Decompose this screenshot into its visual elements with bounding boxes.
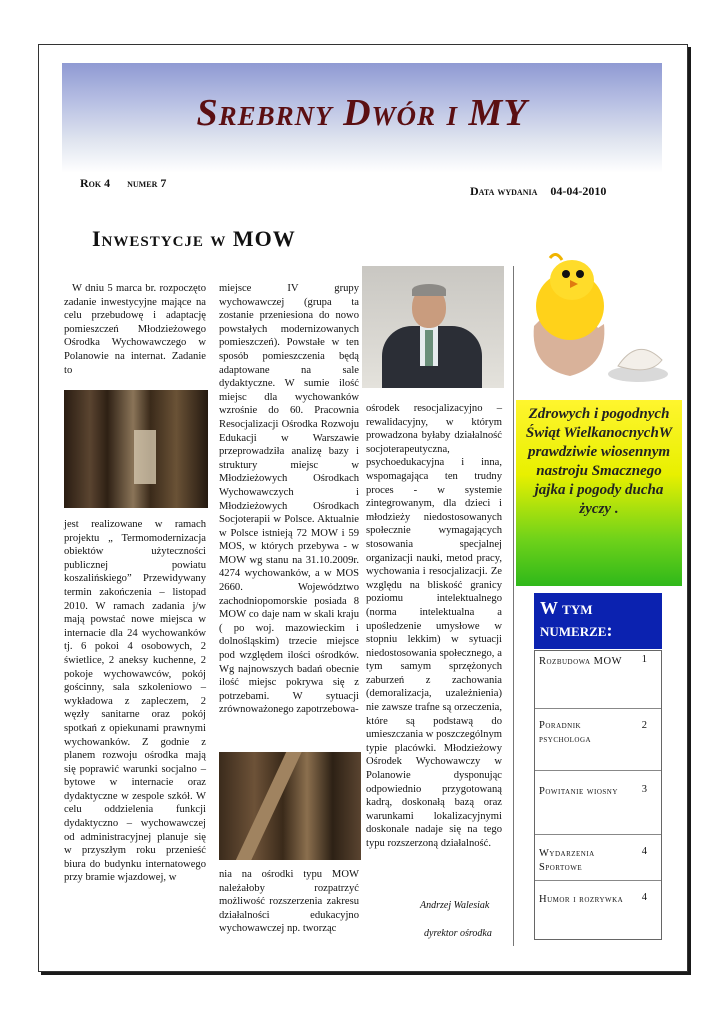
article-col3 [366, 402, 502, 851]
easter-greeting-box [516, 400, 682, 586]
article-col2-bottom [219, 868, 359, 936]
toc-item-page: 4 [641, 846, 647, 857]
author-role: dyrektor ośrodka [424, 928, 492, 939]
toc-heading: W tym numerze: [534, 593, 662, 649]
issue-info [80, 176, 180, 191]
toc-item[interactable] [535, 709, 661, 771]
attic-beams-photo [219, 752, 361, 860]
release-date: 04-04-2010 [550, 184, 607, 198]
article-paragraph: jest realizowane w ramach projektu „ Termomodernizacja obiektów użyteczności publicznej powiatu koszalińskiego” Przewidywany termin zakończenia – listopad 2010. W ramach zadania j/w mają powstać nowe miejsca w internacie dla 24 wychowanków tj. 6 pokoi 4 osobowych, 2 świetlice, 2 aneksy kuchenne, 2 pokoje wychowawców, pokój gościnny, sala szkoleniowo – wykładowa z zapleczem, 2 węzły sanitarne oraz pokój spotkań z opiekunami prawnymi wychowanków. Z godnie z planem rozwoju ośrodka mają się poprawić warunki socjalno – bytowe w internacie oraz dydaktyczne w zespole szkół. W celu oddzielenia funkcji dydaktyczno – wychowawczej od administracyjnej planuje się w przyszłym roku przenieść biura do budynku internatowego przy bramie wjazdowej, w [64, 519, 206, 884]
table-of-contents [534, 650, 662, 940]
toc-item-page: 3 [641, 784, 647, 795]
toc-item-label: Rozbudowa MOW [539, 656, 623, 667]
masthead-banner [62, 63, 662, 173]
attic-photo [64, 390, 208, 508]
toc-item[interactable] [535, 835, 661, 881]
toc-item-page: 4 [641, 892, 647, 903]
easter-greeting-text: Zdrowych i pogodnych Świąt WielkanocnychW prawdziwie wiosennym nastroju Smacznego jajka i pogody ducha życzy . [525, 406, 673, 517]
article-paragraph: miejsce IV grupy wychowawczej (grupa ta zostanie przeniesiona do nowo powstałych modernizowanych pomieszczeń). Powstałe w ten sposób pomieszczenia będą adaptowane na sale dydaktyczne. W sumie ilość miejsc dla wychowanków wzrośnie do 60. Pracownia Resocjalizacji Ośrodka Rozwoju Edukacji w Warszawie przeprowadziła analizę bazy i struktury miejsc w Młodzieżowych Ośrodkach Wychowawczych i Młodzieżowych Ośrodkach Socjoterapii w Polsce. Aktualnie w Polsce istnieją 72 MOW i 59 MOS, w których przebywa - w MOW wg stanu na 31.10.2009r. 4274 wychowanków, a w MOS 2660. Województwo zachodniopomorskie posiada 8 MOW co daje nam w skali kraju ( po woj. mazowieckim i dolnośląskim) trzecie miejsce pod względem ilości ośrodków. Wg najnowszych badań obecnie ilość miejsc pokrywa się z potrzebami. W sytuacji zrównoważonego zapotrzebowa- [219, 283, 359, 716]
toc-item-label: Humor i rozrywka [539, 894, 624, 905]
toc-item-label: Wydarzenia Sportowe [539, 848, 595, 873]
article-col1-bottom [64, 518, 206, 885]
toc-item-label: Powitanie wiosny [539, 786, 618, 797]
toc-item[interactable] [535, 651, 661, 709]
toc-item-label: Poradnik psychologa [539, 720, 592, 745]
article-paragraph: nia na ośrodki typu MOW należałoby rozpatrzyć możliwość rozszerzenia zakresu działalności edukacyjno wychowawczej np. tworząc [219, 869, 359, 935]
toc-item-page: 2 [641, 720, 647, 731]
easter-chick-icon [520, 248, 680, 388]
article-paragraph: W dniu 5 marca br. rozpoczęto zadanie inwestycyjne mające na celu przebudowę i adaptację pomieszczeń Młodzieżowego Ośrodka Wychowawczego w Polanowie na internat. Zadanie to [64, 283, 206, 376]
issue-number: numer 7 [127, 176, 167, 190]
article-paragraph: ośrodek resocjalizacyjno – rewalidacyjny, w którym prowadzona byłaby działalność socjoterapeutyczna, psychoedukacyjna i inna, wspomagająca ten trudny proces - w systemie zintegrowanym, dla dzieci i młodzieży niedostosowanych społecznie wymagających stosowania specjalnej organizacji nauki, metod pracy, wychowania i resocjalizacji. Ze względu na bliskość granicy poziomu intelektualnego (norma intelektualna a upośledzenie umysłowe w stopniu lekkim) w sytuacji niedostosowania społecznego, a tym samym sprzężonych zaburzeń z zachowania (demoralizacja, uzależnienia) nie zawsze trafne są orzeczenia, które są podstawą do umieszczania w poszczególnym typie placówki. Młodzieżowy Ośrodek Wychowawczy w Polanowie dysponując odpowiednio przygotowaną kadrą, doskonałą bazą oraz warunkami lokalizacyjnymi doskonale nadaje się na tego typu rozszerzoną działalność. [366, 403, 502, 849]
toc-item-page: 1 [641, 654, 647, 665]
release-label: Data wydania [470, 184, 538, 198]
director-portrait [362, 266, 504, 388]
author-name: Andrzej Walesiak [420, 900, 490, 911]
toc-item[interactable] [535, 881, 661, 939]
column-divider [513, 266, 514, 946]
issue-year: Rok 4 [80, 176, 111, 190]
newsletter-title: Srebrny Dwór i MY [196, 92, 528, 134]
article-col2-top [219, 282, 359, 717]
release-info [470, 184, 606, 199]
article-col1-top [64, 282, 206, 377]
article-title: Inwestycje w MOW [92, 226, 296, 251]
toc-item[interactable] [535, 771, 661, 835]
